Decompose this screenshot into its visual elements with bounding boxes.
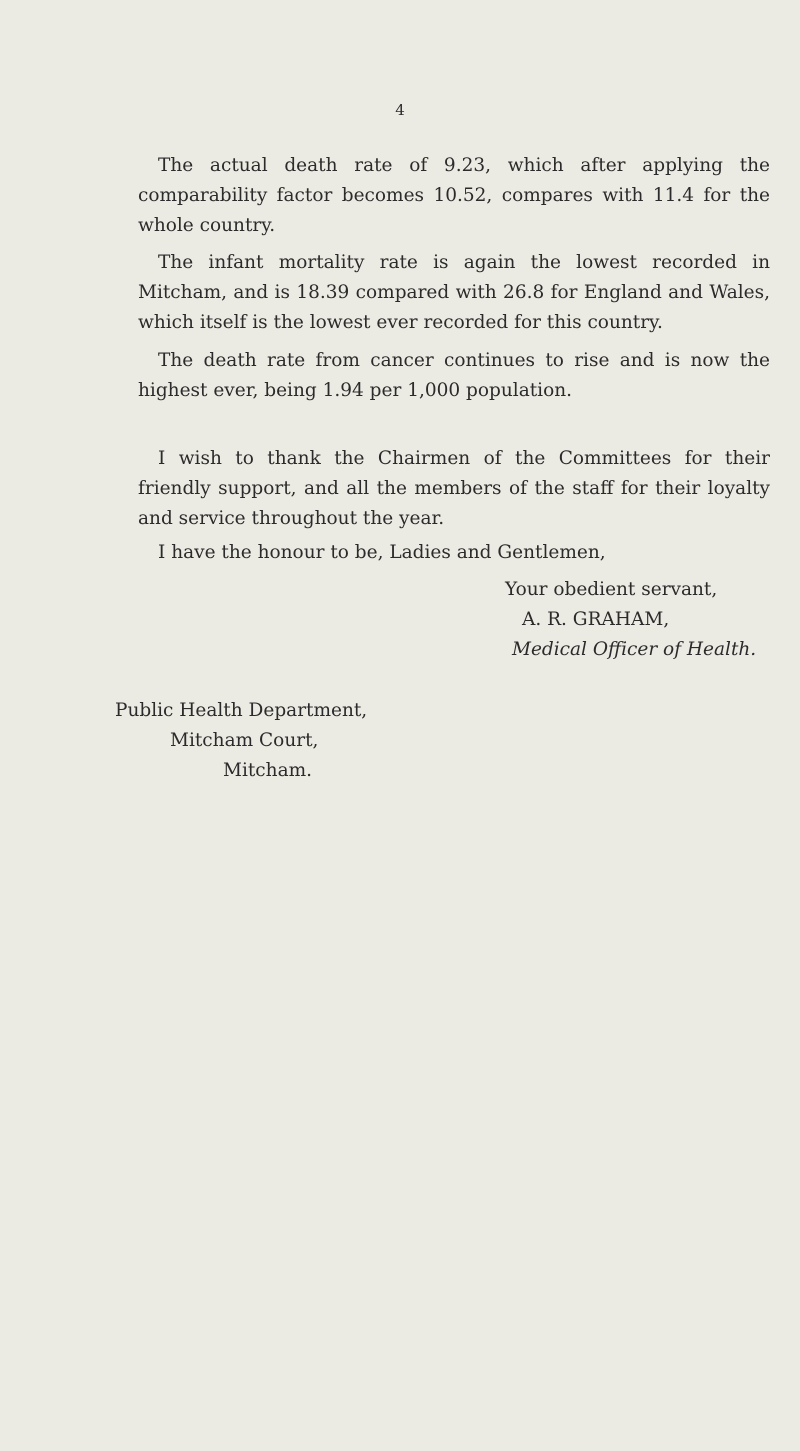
address-block	[115, 696, 367, 786]
address-line: Public Health Department,	[115, 700, 368, 721]
address-line: Mitcham.	[223, 760, 313, 781]
closing: Your obedient servant,	[505, 579, 718, 600]
page-number: 4	[395, 101, 405, 119]
paragraph-infant-mortality: The infant mortality rate is again the lowest recorded in Mitcham, and is 18.39 compared with 26.8 for England and Wales, which itself is the lowest ever recorded for this country.	[138, 252, 770, 333]
salutation: I have the honour to be, Ladies and Gentlemen,	[158, 542, 606, 563]
paragraph-death-rate: The actual death rate of 9.23, which after applying the comparability factor becomes 10.52, compares with 11.4 for the whole country.	[138, 155, 770, 236]
paragraph-thanks: I wish to thank the Chairmen of the Committees for their friendly support, and all the members of the staff for their loyalty and service throughout the year.	[138, 448, 770, 529]
paragraph-cancer-death-rate: The death rate from cancer continues to rise and is now the highest ever, being 1.94 per 1,000 population.	[138, 350, 770, 401]
address-line: Mitcham Court,	[170, 730, 319, 751]
signatory-name: A. R. GRAHAM,	[522, 609, 670, 630]
signatory-title: Medical Officer of Health.	[512, 639, 757, 660]
